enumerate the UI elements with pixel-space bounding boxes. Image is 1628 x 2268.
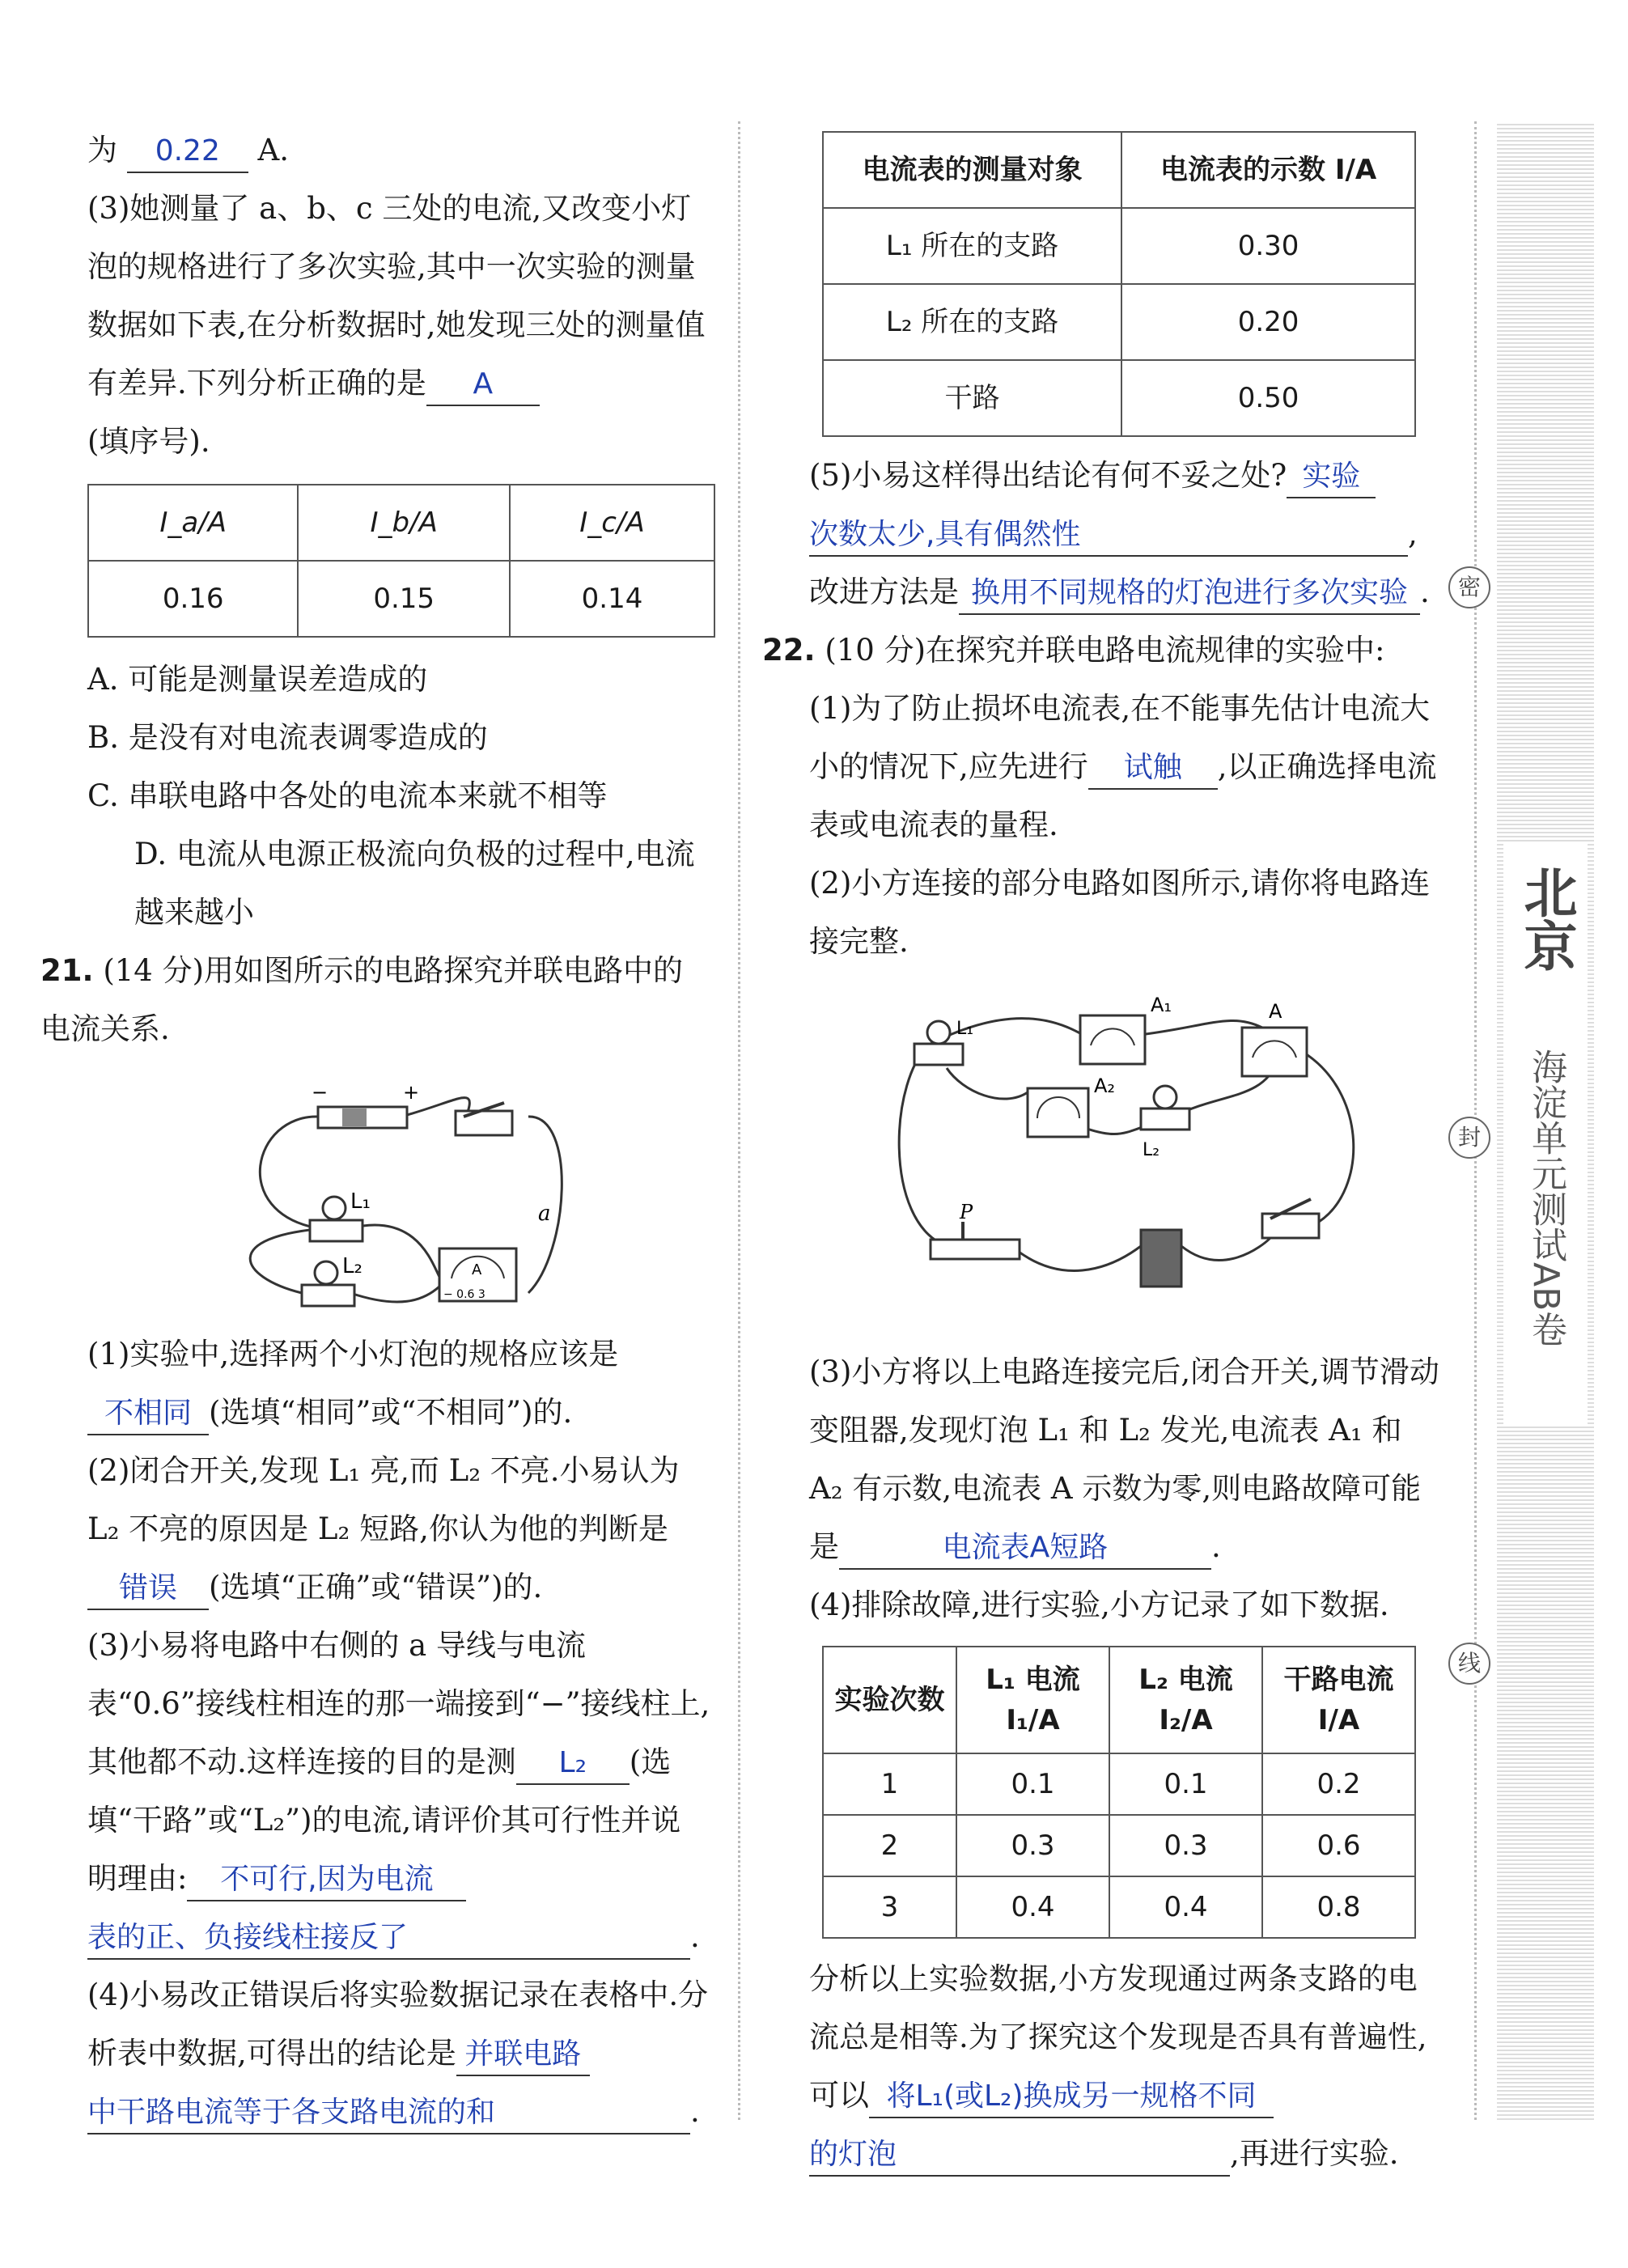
sub-4 [87, 1966, 710, 2141]
question-tail: (选填“正确”或“错误”)的. [209, 1570, 543, 1605]
answer-blank: 次数太少,具有偶然性 [809, 515, 1408, 557]
minus-label: − [312, 1081, 329, 1104]
circuit-figure-21 [221, 1066, 577, 1317]
table-cell: 0.16 [88, 561, 298, 637]
answer-blank: L₂ [516, 1743, 630, 1785]
table-cell: 0.3 [956, 1815, 1109, 1876]
table-header: 电流表的测量对象 [823, 132, 1121, 208]
period: . [690, 1919, 700, 1954]
table-cell: 0.1 [956, 1753, 1109, 1815]
table-cell: L₂ 所在的支路 [823, 284, 1121, 360]
wire-a-label: a [538, 1202, 551, 1226]
sub-2 [87, 1442, 710, 1617]
table-cell: 0.4 [956, 1876, 1109, 1938]
comma: , [1408, 516, 1418, 551]
table-cell: 0.8 [1262, 1876, 1415, 1938]
table-cell: 0.20 [1121, 284, 1415, 360]
option-a: A. 可能是测量误差造成的 [87, 662, 428, 697]
period: . [1211, 1529, 1221, 1564]
question-tail: ,再进行实验. [1230, 2136, 1399, 2171]
ammeter-label: A [472, 1261, 482, 1278]
table-header: I_c/A [510, 485, 714, 561]
table-header: 电流表的示数 I/A [1121, 132, 1415, 208]
question-text: (3)小方将以上电路连接完后,闭合开关,调节滑动变阻器,发现灯泡 L₁ 和 L₂ 发光,电流表 A₁ 和 A₂ 有示数,电流表 A 示数为零,则电路故障可能是 [809, 1354, 1439, 1564]
lamp-l1-icon [914, 1044, 963, 1065]
l2-label: L₂ [342, 1254, 362, 1278]
answer-blank: 将L₁(或L₂)换成另一规格不同 [869, 2076, 1274, 2118]
sub-5 [809, 447, 1440, 563]
rheostat-icon [931, 1240, 1020, 1259]
table-cell: 3 [823, 1876, 956, 1938]
table-cell: 0.4 [1109, 1876, 1262, 1938]
text-suffix: A. [257, 133, 290, 167]
question-text: (3)小易将电路中右侧的 a 导线与电流表“0.6”接线柱相连的那一端接到“−”接线柱上,其他都不动.这样连接的目的是测 [87, 1628, 710, 1779]
brand-subtitle: 海淀单元测试AB卷 [1525, 1048, 1567, 1347]
answer-blank: 试触 [1088, 748, 1218, 790]
circuit-figure-22 [882, 979, 1367, 1335]
option-b: B. 是没有对电流表调零造成的 [87, 720, 488, 755]
question-text: (10 分)在探究并联电路电流规律的实验中: [825, 633, 1385, 668]
sub-1 [87, 1325, 710, 1442]
part-3 [809, 1343, 1440, 1576]
table-header: L₁ 电流 I₁/A [956, 1647, 1109, 1753]
answer-blank: 并联电路 [456, 2034, 590, 2076]
battery-icon [1141, 1230, 1181, 1287]
period: . [690, 2094, 700, 2129]
table-cell: 2 [823, 1815, 956, 1876]
answer-blank: 实验 [1287, 456, 1376, 498]
table-cell: L₁ 所在的支路 [823, 208, 1121, 284]
question-text: (2)闭合开关,发现 L₁ 亮,而 L₂ 不亮.小易认为 L₂ 不亮的原因是 L₂ 短路,你认为他的判断是 [87, 1453, 680, 1546]
measurement-table [822, 131, 1416, 437]
answer-line-current [87, 121, 710, 180]
table-header: I_b/A [298, 485, 510, 561]
table-cell: 0.50 [1121, 360, 1415, 436]
question-21 [40, 942, 710, 1058]
table-cell: 0.15 [298, 561, 510, 637]
option-c: C. 串联电路中各处的电流本来就不相等 [87, 778, 608, 813]
switch-icon [456, 1111, 512, 1135]
table-cell: 0.2 [1262, 1753, 1415, 1815]
text-prefix: 为 [87, 133, 117, 167]
table-header: 干路电流 I/A [1262, 1647, 1415, 1753]
table-header: 实验次数 [823, 1647, 956, 1753]
question-text: (3)她测量了 a、b、c 三处的电流,又改变小灯泡的规格进行了多次实验,其中一次实验的测量数据如下表,在分析数据时,她发现三处的测量值有差异.下列分析正确的是 [87, 191, 706, 401]
seal-mark-2: 封 [1448, 1117, 1490, 1159]
seal-mark-3: 线 [1448, 1643, 1490, 1685]
question-text: (1)为了防止损坏电流表,在不能事先估计电流大小的情况下,应先进行 [809, 691, 1431, 784]
question-tail: ,以正确选择电流表或电流表的量程. [809, 749, 1437, 842]
ammeter-a1-icon [1080, 1015, 1145, 1064]
lamp-l2-icon [1141, 1109, 1189, 1130]
brand-title: 北京 [1515, 865, 1577, 972]
period: . [1420, 574, 1430, 609]
brand-label [1503, 841, 1588, 1424]
answer-blank: 0.22 [127, 131, 248, 173]
answer-blank: 中干路电流等于各支路电流的和 [87, 2092, 690, 2134]
answer-blank: 换用不同规格的灯泡进行多次实验 [959, 573, 1420, 615]
sub-3 [87, 1617, 710, 1966]
question-text: (选填“干路”或“L₂”)的电流,请评价其可行性并说明理由: [87, 1744, 681, 1896]
table-cell: 0.1 [1109, 1753, 1262, 1815]
table-cell: 0.14 [510, 561, 714, 637]
current-table-abc [87, 484, 715, 638]
answer-blank: 电流表A短路 [839, 1528, 1211, 1570]
a2-label: A₂ [1094, 1075, 1116, 1097]
answer-blank: 的灯泡 [809, 2134, 1230, 2177]
left-column [40, 121, 710, 2141]
question-number: 21. [40, 953, 94, 988]
part-5 [809, 1950, 1440, 2183]
question-text: (4)小易改正错误后将实验数据记录在表格中.分析表中数据,可得出的结论是 [87, 1978, 709, 2071]
question-text: (5)小易这样得出结论有何不妥之处? [809, 458, 1287, 493]
table-cell: 0.3 [1109, 1815, 1262, 1876]
right-column [762, 121, 1440, 2183]
part-4: (4)排除故障,进行实验,小方记录了如下数据. [809, 1588, 1389, 1622]
question-22 [762, 621, 1440, 680]
table-cell: 干路 [823, 360, 1121, 436]
question-text: (1)实验中,选择两个小灯泡的规格应该是 [87, 1337, 619, 1371]
answer-blank: 表的正、负接线柱接反了 [87, 1918, 690, 1960]
plus-label: + [403, 1081, 420, 1104]
question-number: 22. [762, 633, 816, 668]
part-1 [809, 680, 1440, 854]
a-label: A [1269, 1000, 1282, 1023]
answer-blank: A [426, 364, 540, 406]
question-text: 分析以上实验数据,小方发现通过两条支路的电流总是相等.为了探究这个发现是否具有普遍性,可以 [809, 1961, 1427, 2113]
question-tail: (选填“相同”或“不相同”)的. [209, 1395, 573, 1430]
seal-mark-1: 密 [1448, 566, 1490, 608]
answer-blank: 不相同 [87, 1393, 209, 1435]
ammeter-a-icon [1242, 1028, 1307, 1076]
sub-5-improve [809, 563, 1440, 621]
table-cell: 0.6 [1262, 1815, 1415, 1876]
lamp-l1-icon [310, 1220, 362, 1241]
experiment-table [822, 1646, 1416, 1939]
answer-blank: 不可行,因为电流 [187, 1859, 466, 1901]
column-divider [738, 121, 740, 2120]
ammeter-scale: − 0.6 3 [443, 1288, 485, 1301]
p-label: P [960, 1201, 973, 1223]
table-header: I_a/A [88, 485, 298, 561]
l1-label: L₁ [350, 1189, 371, 1214]
part-2: (2)小方连接的部分电路如图所示,请你将电路连接完整. [809, 866, 1431, 959]
l2-label: L₂ [1143, 1140, 1160, 1160]
option-d: D. 电流从电源正极流向负极的过程中,电流越来越小 [134, 837, 695, 930]
question-3 [87, 180, 710, 413]
table-cell: 1 [823, 1753, 956, 1815]
l1-label: L₁ [956, 1019, 974, 1039]
question-text: (14 分)用如图所示的电路探究并联电路中的电流关系. [40, 953, 684, 1046]
table-cell: 0.30 [1121, 208, 1415, 284]
answer-blank: 错误 [87, 1568, 209, 1610]
lamp-l2-icon [302, 1285, 354, 1306]
a1-label: A₁ [1151, 994, 1172, 1016]
question-text: 改进方法是 [809, 574, 959, 609]
table-header: L₂ 电流 I₂/A [1109, 1647, 1262, 1753]
question-tail: (填序号). [87, 424, 210, 459]
